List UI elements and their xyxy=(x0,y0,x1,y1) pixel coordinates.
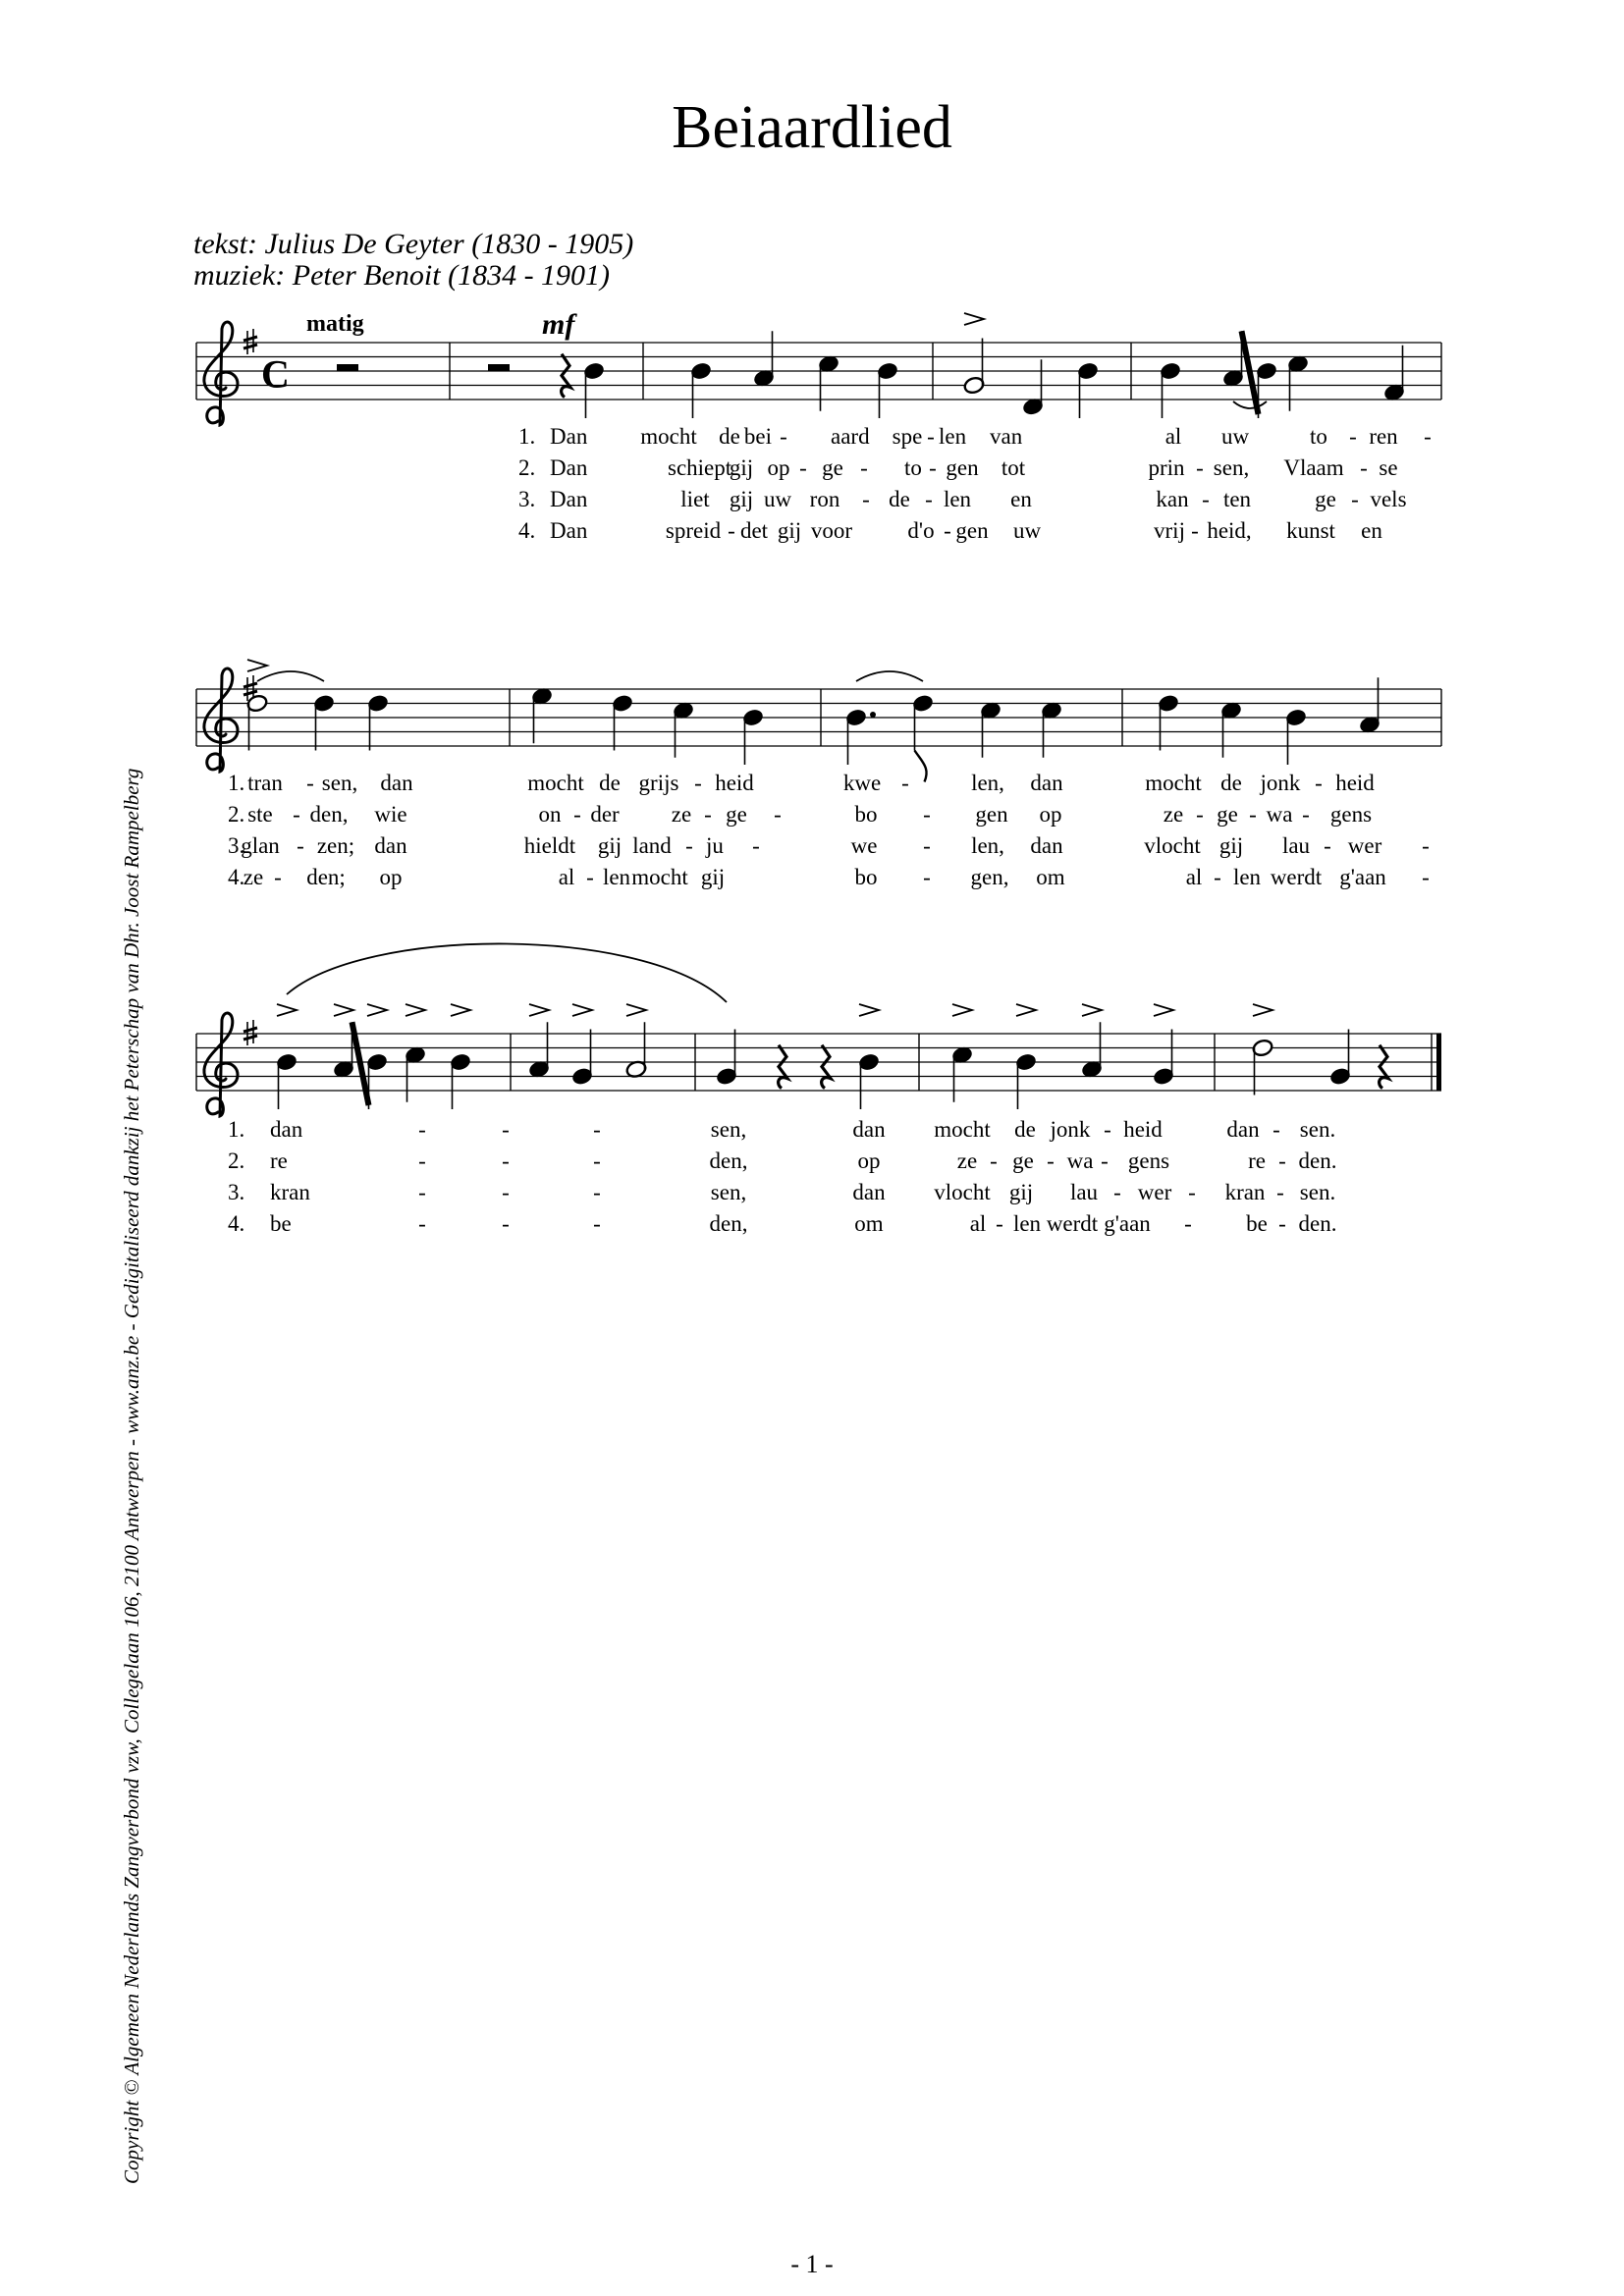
lyric-syllable: mocht xyxy=(1145,771,1202,795)
lyric-syllable: op xyxy=(767,455,790,480)
lyric-syllable: be xyxy=(1246,1211,1268,1236)
accent-mark xyxy=(451,1004,470,1016)
accent-mark xyxy=(334,1004,353,1016)
treble-clef xyxy=(204,322,238,425)
lyric-syllable: len xyxy=(1232,865,1262,889)
music-system-3 xyxy=(196,943,1441,1236)
lyric-hyphen: - xyxy=(1422,865,1430,889)
lyric-syllable: de xyxy=(719,424,740,449)
lyricist-credit: tekst: Julius De Geyter (1830 - 1905) xyxy=(193,228,634,260)
lyric-syllable: vlocht xyxy=(1144,833,1201,858)
lyric-syllable: land xyxy=(632,833,672,858)
lyric-hyphen: - xyxy=(418,1148,426,1173)
half-rest xyxy=(337,364,358,371)
lyric-syllable: ge xyxy=(1315,487,1336,511)
lyric-hyphen: - xyxy=(685,833,693,858)
lyric-hyphen: - xyxy=(1191,518,1199,543)
lyric-hyphen: - xyxy=(1272,1117,1280,1142)
lyric-syllable: kran xyxy=(1224,1180,1266,1204)
lyric-syllable: den; xyxy=(306,865,346,889)
lyric-hyphen: - xyxy=(728,518,735,543)
half-rest xyxy=(488,364,510,371)
lyric-syllable: aard xyxy=(831,424,870,449)
lyric-hyphen: - xyxy=(1360,455,1368,480)
lyric-hyphen: - xyxy=(502,1148,510,1173)
lyric-syllable: tot xyxy=(1001,455,1026,480)
lyric-hyphen: - xyxy=(1101,1148,1109,1173)
accent-mark xyxy=(247,660,267,671)
key-signature-sharp xyxy=(244,329,257,354)
lyric-syllable: ge xyxy=(822,455,843,480)
lyric-hyphen: - xyxy=(923,833,931,858)
lyric-syllable: op xyxy=(379,865,403,889)
lyric-syllable: wa xyxy=(1266,802,1293,827)
verse-number: 4. xyxy=(518,518,536,543)
lyric-hyphen: - xyxy=(1104,1117,1111,1142)
lyric-syllable: dan xyxy=(380,771,413,795)
lyric-hyphen: - xyxy=(923,802,931,827)
lyric-syllable: mocht xyxy=(640,424,697,449)
lyric-syllable: to xyxy=(904,455,922,480)
lyric-syllable: wer xyxy=(1347,833,1382,858)
lyric-syllable: ju xyxy=(706,833,724,858)
lyrics-system-1 xyxy=(518,424,1432,543)
lyric-syllable: spreid xyxy=(665,518,722,543)
sharp-bar xyxy=(244,683,257,687)
augmentation-dot xyxy=(870,712,876,718)
accent-mark xyxy=(529,1004,549,1016)
lyric-syllable: gen xyxy=(955,518,989,543)
lyric-hyphen: - xyxy=(1188,1180,1196,1204)
verse-number: 1. xyxy=(518,424,536,449)
lyric-syllable: de xyxy=(1220,771,1242,795)
quarter-rest xyxy=(562,354,570,398)
verse-number: 3. xyxy=(518,487,536,511)
lyric-syllable: den. xyxy=(1298,1211,1337,1236)
lyric-syllable: en xyxy=(1010,487,1032,511)
lyric-syllable: ge xyxy=(726,802,747,827)
lyric-syllable: op xyxy=(857,1148,881,1173)
music-system-1 xyxy=(196,308,1441,543)
beam xyxy=(352,1022,369,1105)
lyric-syllable: al xyxy=(969,1211,987,1236)
lyric-syllable: kunst xyxy=(1286,518,1335,543)
lyric-hyphen: - xyxy=(1278,1211,1286,1236)
lyric-syllable: g'aan xyxy=(1339,865,1386,889)
lyric-syllable: om xyxy=(854,1211,884,1236)
lyric-hyphen: - xyxy=(923,865,931,889)
verse-number: 1. xyxy=(228,1117,245,1142)
lyric-hyphen: - xyxy=(502,1211,510,1236)
lyric-syllable: sen. xyxy=(1299,1180,1336,1204)
lyric-syllable: g'aan xyxy=(1104,1211,1151,1236)
lyric-hyphen: - xyxy=(1422,833,1430,858)
lyric-syllable: ze xyxy=(243,865,264,889)
lyric-syllable: ze xyxy=(1163,802,1184,827)
lyric-syllable: wer xyxy=(1137,1180,1172,1204)
lyric-syllable: sen, xyxy=(321,771,358,795)
lyric-hyphen: - xyxy=(752,833,760,858)
lyric-syllable: schiept xyxy=(668,455,732,480)
lyric-hyphen: - xyxy=(593,1148,601,1173)
lyric-syllable: gij xyxy=(729,487,754,511)
lyric-hyphen: - xyxy=(774,802,782,827)
lyric-syllable: uw xyxy=(1220,424,1250,449)
lyric-syllable: sen, xyxy=(1213,455,1250,480)
lyric-syllable: sen, xyxy=(710,1117,747,1142)
lyric-syllable: lau xyxy=(1069,1180,1099,1204)
composer-credit: muziek: Peter Benoit (1834 - 1901) xyxy=(193,259,611,292)
lyric-syllable: den, xyxy=(709,1148,748,1173)
lyric-syllable: de xyxy=(1014,1117,1036,1142)
lyric-syllable: heid xyxy=(1123,1117,1163,1142)
lyric-syllable: dan xyxy=(374,833,407,858)
lyric-hyphen: - xyxy=(990,1148,998,1173)
lyric-syllable: van xyxy=(990,424,1023,449)
lyric-hyphen: - xyxy=(1424,424,1432,449)
treble-clef xyxy=(204,668,238,772)
accent-mark xyxy=(277,1004,297,1016)
lyric-syllable: bo xyxy=(854,865,878,889)
lyric-syllable: werdt xyxy=(1046,1211,1099,1236)
accent-mark xyxy=(1253,1004,1272,1016)
lyric-syllable: ge xyxy=(1217,802,1238,827)
lyric-syllable: Dan xyxy=(550,424,588,449)
lyric-syllable: ge xyxy=(1012,1148,1034,1173)
lyric-syllable: dan xyxy=(852,1180,886,1204)
lyric-syllable: gij xyxy=(729,455,754,480)
lyric-syllable: prin xyxy=(1148,455,1185,480)
lyric-syllable: dan xyxy=(1226,1117,1260,1142)
lyric-syllable: Dan xyxy=(550,455,588,480)
lyric-hyphen: - xyxy=(704,802,712,827)
lyric-hyphen: - xyxy=(862,487,870,511)
lyric-hyphen: - xyxy=(1196,802,1204,827)
lyric-syllable: gij xyxy=(1218,833,1244,858)
lyric-syllable: Vlaam xyxy=(1283,455,1344,480)
slur xyxy=(856,671,923,681)
lyric-syllable: den, xyxy=(309,802,349,827)
lyric-syllable: liet xyxy=(680,487,710,511)
copyright-notice: Copyright © Algemeen Nederlands Zangverbond vzw, Collegelaan 106, 2100 Antwerpen - www.anz.be - Gedigitaliseerd dankzij het Peterschap van Dhr. Joost Rampelberg xyxy=(120,768,143,2184)
lyric-hyphen: - xyxy=(1351,487,1359,511)
lyric-syllable: en xyxy=(1361,518,1382,543)
lyric-syllable: de xyxy=(889,487,910,511)
lyric-syllable: mocht xyxy=(934,1117,991,1142)
lyric-syllable: zen; xyxy=(316,833,355,858)
accent-mark xyxy=(1016,1004,1036,1016)
lyric-syllable: Dan xyxy=(550,487,588,511)
lyric-syllable: hieldt xyxy=(523,833,576,858)
lyric-syllable: ze xyxy=(956,1148,978,1173)
lyric-syllable: se xyxy=(1379,455,1398,480)
lyric-syllable: to xyxy=(1310,424,1327,449)
lyric-syllable: ste xyxy=(247,802,273,827)
lyric-syllable: bei xyxy=(743,424,772,449)
eighth-flag xyxy=(915,751,927,782)
lyric-hyphen: - xyxy=(1113,1180,1121,1204)
accent-mark xyxy=(859,1004,879,1016)
lyric-syllable: len xyxy=(943,487,972,511)
lyric-syllable: om xyxy=(1036,865,1065,889)
lyric-syllable: len xyxy=(602,865,631,889)
sharp-bar xyxy=(244,1036,257,1040)
lyric-syllable: wie xyxy=(374,802,407,827)
lyric-syllable: Dan xyxy=(550,518,588,543)
sharp-bar xyxy=(244,1028,257,1032)
lyric-syllable: ron xyxy=(809,487,840,511)
lyric-syllable: det xyxy=(739,518,769,543)
lyric-syllable: al xyxy=(1185,865,1203,889)
lyric-hyphen: - xyxy=(573,802,581,827)
accent-mark xyxy=(952,1004,972,1016)
lyric-hyphen: - xyxy=(929,455,937,480)
music-system-2 xyxy=(196,660,1441,889)
lyric-syllable: kwe xyxy=(842,771,882,795)
page-number: - 1 - xyxy=(790,2250,834,2278)
lyric-hyphen: - xyxy=(1324,833,1331,858)
lyric-hyphen: - xyxy=(593,1117,601,1142)
lyric-syllable: de xyxy=(599,771,621,795)
lyric-syllable: heid xyxy=(1335,771,1375,795)
lyric-hyphen: - xyxy=(502,1117,510,1142)
tempo-marking: matig xyxy=(306,311,364,337)
lyric-syllable: al xyxy=(1164,424,1182,449)
treble-clef xyxy=(204,1013,238,1116)
lyric-hyphen: - xyxy=(901,771,909,795)
lyric-syllable: len, xyxy=(971,771,1004,795)
lyric-hyphen: - xyxy=(1278,1148,1286,1173)
lyric-syllable: gen, xyxy=(970,865,1009,889)
lyric-hyphen: - xyxy=(996,1211,1003,1236)
verse-number: 3. xyxy=(228,833,245,858)
lyric-hyphen: - xyxy=(418,1180,426,1204)
lyric-syllable: vlocht xyxy=(934,1180,991,1204)
lyric-syllable: on xyxy=(538,802,562,827)
lyric-syllable: tran xyxy=(247,771,283,795)
lyric-syllable: werdt xyxy=(1270,865,1323,889)
accent-mark xyxy=(367,1004,387,1016)
quarter-rest xyxy=(779,1045,787,1089)
time-signature: C xyxy=(261,351,290,397)
lyric-syllable: wa xyxy=(1066,1148,1094,1173)
lyric-syllable: gen xyxy=(946,455,979,480)
lyric-syllable: gens xyxy=(1127,1148,1170,1173)
lyric-hyphen: - xyxy=(306,771,314,795)
lyric-syllable: gij xyxy=(777,518,802,543)
lyric-hyphen: - xyxy=(1349,424,1357,449)
lyric-hyphen: - xyxy=(780,424,787,449)
lyric-hyphen: - xyxy=(1202,487,1210,511)
verse-number: 4. xyxy=(228,865,245,889)
lyric-syllable: gij xyxy=(700,865,726,889)
accent-mark xyxy=(964,313,984,325)
lyric-syllable: gij xyxy=(1008,1180,1034,1204)
lyric-hyphen: - xyxy=(1047,1148,1055,1173)
lyric-hyphen: - xyxy=(860,455,868,480)
lyric-hyphen: - xyxy=(927,424,935,449)
slur xyxy=(257,671,324,681)
lyric-syllable: lau xyxy=(1281,833,1311,858)
lyric-syllable: sen, xyxy=(710,1180,747,1204)
lyric-syllable: vrij xyxy=(1154,518,1185,543)
quarter-rest xyxy=(1380,1045,1388,1089)
lyric-hyphen: - xyxy=(418,1211,426,1236)
lyric-syllable: dan xyxy=(1030,771,1063,795)
lyric-syllable: gij xyxy=(597,833,623,858)
lyric-syllable: ze xyxy=(671,802,692,827)
lyric-syllable: mocht xyxy=(631,865,688,889)
lyric-syllable: uw xyxy=(763,487,792,511)
lyric-hyphen: - xyxy=(799,455,807,480)
lyric-syllable: d'o xyxy=(907,518,935,543)
lyric-hyphen: - xyxy=(593,1211,601,1236)
lyric-syllable: len xyxy=(939,424,967,449)
lyric-syllable: dan xyxy=(270,1117,303,1142)
lyric-syllable: den, xyxy=(709,1211,748,1236)
lyric-hyphen: - xyxy=(586,865,594,889)
lyric-syllable: re xyxy=(270,1148,288,1173)
lyric-hyphen: - xyxy=(944,518,951,543)
lyric-syllable: glan xyxy=(241,833,280,858)
lyric-hyphen: - xyxy=(1196,455,1204,480)
accent-mark xyxy=(626,1004,646,1016)
lyric-syllable: jonk xyxy=(1260,771,1301,795)
verse-number: 4. xyxy=(228,1211,245,1236)
lyrics-system-3 xyxy=(228,1117,1336,1236)
lyric-syllable: ten xyxy=(1222,487,1252,511)
page-title: Beiaardlied xyxy=(672,94,952,161)
slur xyxy=(1233,401,1267,408)
lyric-hyphen: - xyxy=(1276,1180,1284,1204)
lyric-hyphen: - xyxy=(274,865,282,889)
lyric-syllable: grijs xyxy=(638,771,679,795)
lyric-syllable: der xyxy=(590,802,620,827)
lyric-syllable: vels xyxy=(1370,487,1407,511)
lyric-hyphen: - xyxy=(418,1117,426,1142)
key-signature-sharp xyxy=(244,1020,257,1045)
final-barline-thick xyxy=(1436,1034,1441,1091)
accent-mark xyxy=(406,1004,425,1016)
quarter-rest xyxy=(822,1045,831,1089)
verse-number: 2. xyxy=(228,802,245,827)
lyric-hyphen: - xyxy=(293,802,300,827)
lyric-syllable: kan xyxy=(1156,487,1189,511)
lyric-syllable: be xyxy=(270,1211,292,1236)
lyric-syllable: heid xyxy=(715,771,754,795)
verse-number: 3. xyxy=(228,1180,245,1204)
lyric-syllable: len xyxy=(1012,1211,1042,1236)
beam xyxy=(1242,331,1259,414)
lyric-syllable: bo xyxy=(854,802,878,827)
lyric-hyphen: - xyxy=(593,1180,601,1204)
dynamic-marking: mf xyxy=(542,308,575,341)
lyric-hyphen: - xyxy=(694,771,702,795)
lyric-syllable: sen. xyxy=(1299,1117,1336,1142)
lyric-hyphen: - xyxy=(1249,802,1257,827)
accent-mark xyxy=(1154,1004,1173,1016)
sharp-bar xyxy=(244,345,257,348)
lyric-syllable: ren xyxy=(1369,424,1398,449)
verse-number: 2. xyxy=(518,455,536,480)
phrase-slur xyxy=(287,943,727,1002)
lyric-syllable: gen xyxy=(975,802,1008,827)
lyric-hyphen: - xyxy=(297,833,304,858)
accent-mark xyxy=(1082,1004,1102,1016)
sharp-bar xyxy=(244,337,257,341)
lyric-syllable: jonk xyxy=(1050,1117,1091,1142)
lyric-syllable: heid, xyxy=(1207,518,1252,543)
lyric-syllable: mocht xyxy=(527,771,584,795)
lyric-hyphen: - xyxy=(1214,865,1221,889)
accent-mark xyxy=(572,1004,592,1016)
sharp-bar xyxy=(244,691,257,695)
lyric-hyphen: - xyxy=(1184,1211,1192,1236)
lyric-hyphen: - xyxy=(925,487,933,511)
lyric-syllable: den. xyxy=(1298,1148,1337,1173)
lyric-syllable: dan xyxy=(1030,833,1063,858)
lyric-syllable: re xyxy=(1248,1148,1266,1173)
lyric-syllable: gens xyxy=(1329,802,1373,827)
lyric-syllable: kran xyxy=(270,1180,310,1204)
lyric-syllable: dan xyxy=(852,1117,886,1142)
lyric-hyphen: - xyxy=(1302,802,1310,827)
lyric-syllable: we xyxy=(850,833,878,858)
lyric-syllable: uw xyxy=(1012,518,1042,543)
lyric-syllable: len, xyxy=(971,833,1004,858)
lyric-hyphen: - xyxy=(1315,771,1323,795)
lyric-syllable: spe xyxy=(892,424,923,449)
lyric-syllable: al xyxy=(558,865,575,889)
verse-number: 2. xyxy=(228,1148,245,1173)
lyric-syllable: op xyxy=(1039,802,1062,827)
lyric-syllable: voor xyxy=(810,518,853,543)
verse-number: 1. xyxy=(228,771,245,795)
lyric-hyphen: - xyxy=(502,1180,510,1204)
lyrics-system-2 xyxy=(228,771,1430,889)
